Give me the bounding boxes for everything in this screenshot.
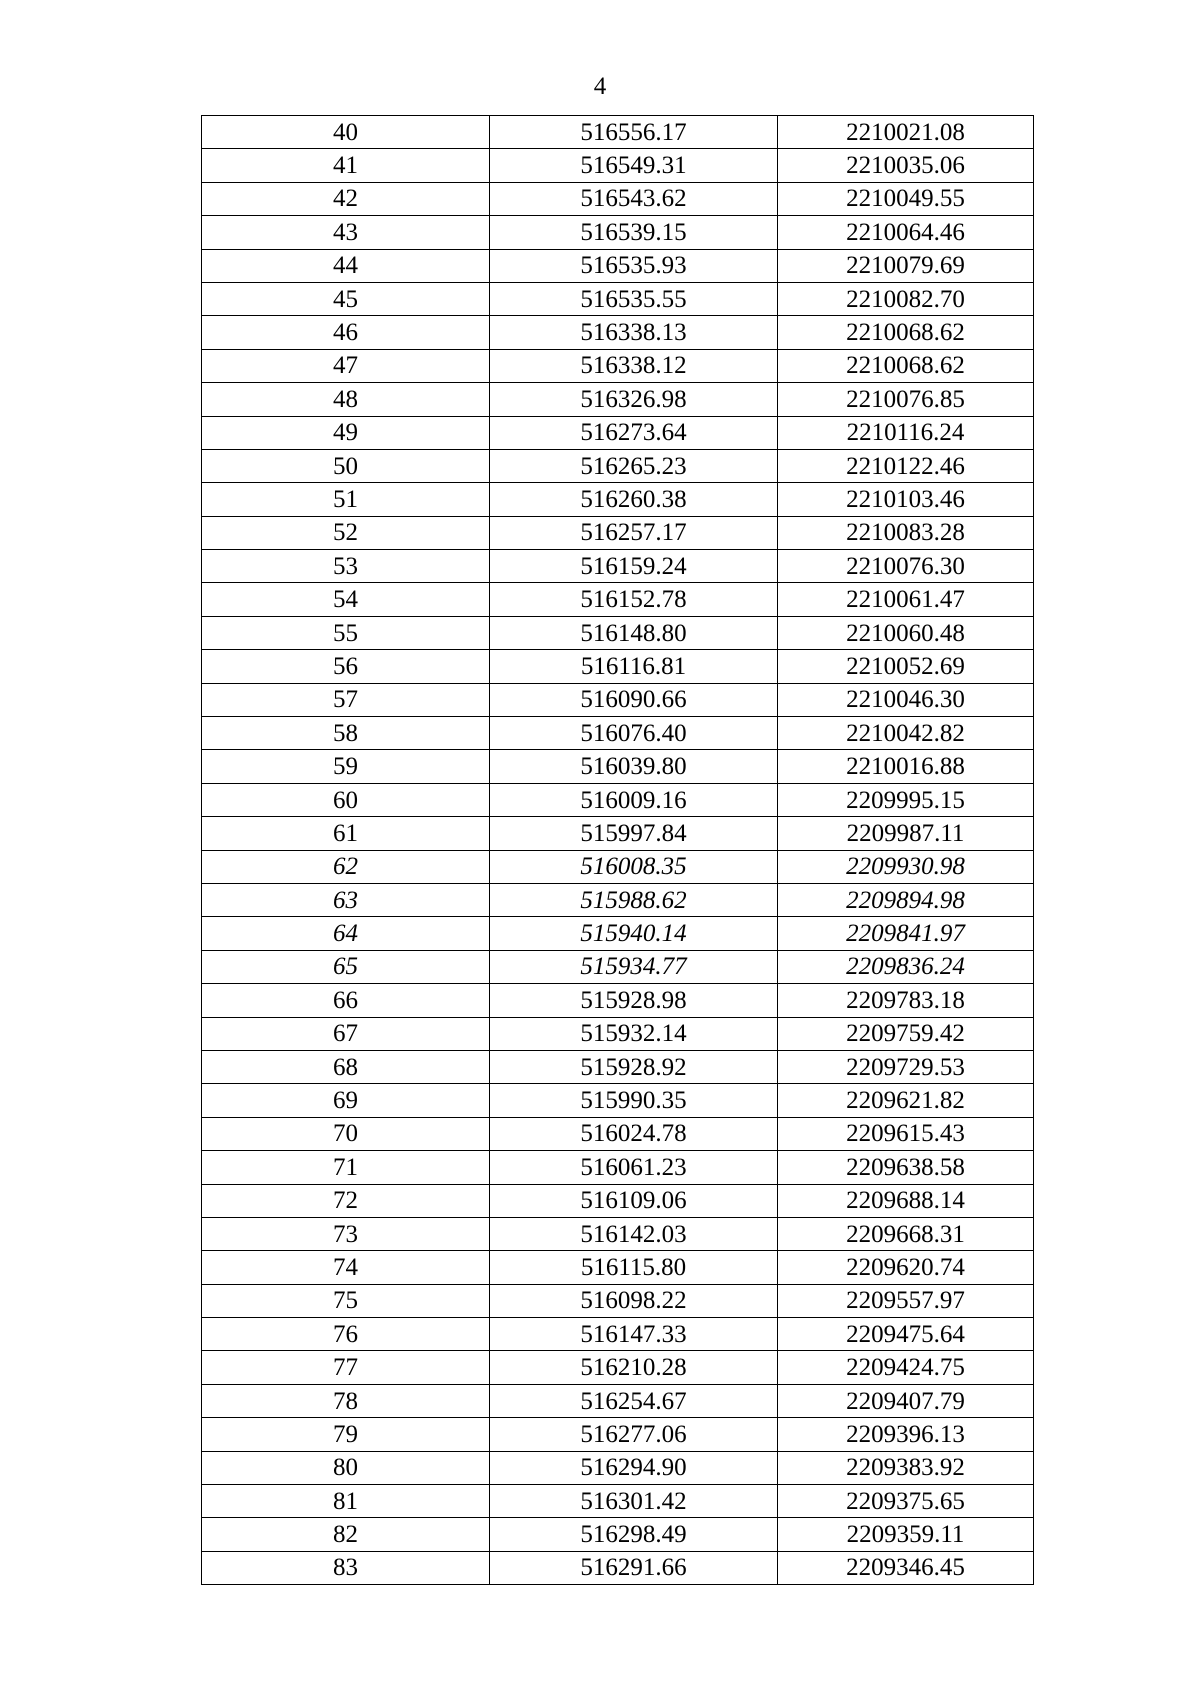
- point-number-cell: 82: [202, 1518, 490, 1551]
- x-coordinate-cell: 516039.80: [490, 750, 778, 783]
- point-number-cell: 69: [202, 1084, 490, 1117]
- point-number-cell: 76: [202, 1318, 490, 1351]
- y-coordinate-cell: 2210079.69: [778, 249, 1034, 282]
- table-row: [202, 182, 1034, 215]
- table-row: [202, 984, 1034, 1017]
- table-row: [202, 817, 1034, 850]
- y-coordinate-cell: 2210061.47: [778, 583, 1034, 616]
- y-coordinate-cell: 2209987.11: [778, 817, 1034, 850]
- x-coordinate-cell: 516061.23: [490, 1151, 778, 1184]
- y-coordinate-cell: 2209621.82: [778, 1084, 1034, 1117]
- table-row: [202, 1518, 1034, 1551]
- point-number-cell: 73: [202, 1217, 490, 1250]
- x-coordinate-cell: 516301.42: [490, 1485, 778, 1518]
- x-coordinate-cell: 516152.78: [490, 583, 778, 616]
- x-coordinate-cell: 516326.98: [490, 383, 778, 416]
- table-row: [202, 1017, 1034, 1050]
- point-number-cell: 72: [202, 1184, 490, 1217]
- y-coordinate-cell: 2210060.48: [778, 616, 1034, 649]
- table-row: [202, 1318, 1034, 1351]
- y-coordinate-cell: 2209668.31: [778, 1217, 1034, 1250]
- table-row: [202, 1084, 1034, 1117]
- x-coordinate-cell: 516539.15: [490, 216, 778, 249]
- table-row: [202, 116, 1034, 149]
- y-coordinate-cell: 2209836.24: [778, 950, 1034, 983]
- coordinates-table-body: [202, 116, 1034, 1585]
- x-coordinate-cell: 516098.22: [490, 1284, 778, 1317]
- table-row: [202, 1117, 1034, 1150]
- x-coordinate-cell: 516254.67: [490, 1384, 778, 1417]
- y-coordinate-cell: 2209359.11: [778, 1518, 1034, 1551]
- point-number-cell: 51: [202, 483, 490, 516]
- y-coordinate-cell: 2209383.92: [778, 1451, 1034, 1484]
- point-number-cell: 50: [202, 449, 490, 482]
- table-row: [202, 1451, 1034, 1484]
- point-number-cell: 65: [202, 950, 490, 983]
- table-row: [202, 750, 1034, 783]
- y-coordinate-cell: 2210068.62: [778, 316, 1034, 349]
- y-coordinate-cell: 2209620.74: [778, 1251, 1034, 1284]
- y-coordinate-cell: 2210049.55: [778, 182, 1034, 215]
- x-coordinate-cell: 516257.17: [490, 516, 778, 549]
- point-number-cell: 74: [202, 1251, 490, 1284]
- table-row: [202, 783, 1034, 816]
- x-coordinate-cell: 516008.35: [490, 850, 778, 883]
- table-row: [202, 1151, 1034, 1184]
- x-coordinate-cell: 516535.55: [490, 282, 778, 315]
- point-number-cell: 54: [202, 583, 490, 616]
- table-row: [202, 917, 1034, 950]
- y-coordinate-cell: 2209930.98: [778, 850, 1034, 883]
- point-number-cell: 75: [202, 1284, 490, 1317]
- x-coordinate-cell: 516142.03: [490, 1217, 778, 1250]
- x-coordinate-cell: 516535.93: [490, 249, 778, 282]
- point-number-cell: 55: [202, 616, 490, 649]
- point-number-cell: 68: [202, 1050, 490, 1083]
- table-row: [202, 583, 1034, 616]
- y-coordinate-cell: 2210035.06: [778, 149, 1034, 182]
- table-row: [202, 349, 1034, 382]
- table-row: [202, 516, 1034, 549]
- table-row: [202, 616, 1034, 649]
- y-coordinate-cell: 2209995.15: [778, 783, 1034, 816]
- y-coordinate-cell: 2209894.98: [778, 883, 1034, 916]
- point-number-cell: 78: [202, 1384, 490, 1417]
- table-row: [202, 449, 1034, 482]
- point-number-cell: 47: [202, 349, 490, 382]
- y-coordinate-cell: 2210076.85: [778, 383, 1034, 416]
- x-coordinate-cell: 516338.13: [490, 316, 778, 349]
- x-coordinate-cell: 516338.12: [490, 349, 778, 382]
- point-number-cell: 62: [202, 850, 490, 883]
- point-number-cell: 48: [202, 383, 490, 416]
- x-coordinate-cell: 515928.92: [490, 1050, 778, 1083]
- y-coordinate-cell: 2209615.43: [778, 1117, 1034, 1150]
- x-coordinate-cell: 516076.40: [490, 717, 778, 750]
- point-number-cell: 46: [202, 316, 490, 349]
- x-coordinate-cell: 516265.23: [490, 449, 778, 482]
- y-coordinate-cell: 2209841.97: [778, 917, 1034, 950]
- y-coordinate-cell: 2210046.30: [778, 683, 1034, 716]
- table-row: [202, 1384, 1034, 1417]
- x-coordinate-cell: 516273.64: [490, 416, 778, 449]
- table-row: [202, 149, 1034, 182]
- y-coordinate-cell: 2209729.53: [778, 1050, 1034, 1083]
- table-row: [202, 950, 1034, 983]
- y-coordinate-cell: 2209396.13: [778, 1418, 1034, 1451]
- x-coordinate-cell: 515990.35: [490, 1084, 778, 1117]
- x-coordinate-cell: 516294.90: [490, 1451, 778, 1484]
- y-coordinate-cell: 2210116.24: [778, 416, 1034, 449]
- y-coordinate-cell: 2210021.08: [778, 116, 1034, 149]
- y-coordinate-cell: 2210076.30: [778, 550, 1034, 583]
- table-row: [202, 883, 1034, 916]
- point-number-cell: 42: [202, 182, 490, 215]
- table-row: [202, 1217, 1034, 1250]
- y-coordinate-cell: 2209407.79: [778, 1384, 1034, 1417]
- point-number-cell: 45: [202, 282, 490, 315]
- x-coordinate-cell: 515988.62: [490, 883, 778, 916]
- x-coordinate-cell: 515934.77: [490, 950, 778, 983]
- point-number-cell: 63: [202, 883, 490, 916]
- x-coordinate-cell: 516549.31: [490, 149, 778, 182]
- x-coordinate-cell: 516009.16: [490, 783, 778, 816]
- x-coordinate-cell: 516556.17: [490, 116, 778, 149]
- x-coordinate-cell: 516543.62: [490, 182, 778, 215]
- point-number-cell: 40: [202, 116, 490, 149]
- x-coordinate-cell: 515997.84: [490, 817, 778, 850]
- table-row: [202, 483, 1034, 516]
- point-number-cell: 52: [202, 516, 490, 549]
- point-number-cell: 81: [202, 1485, 490, 1518]
- y-coordinate-cell: 2210083.28: [778, 516, 1034, 549]
- x-coordinate-cell: 516298.49: [490, 1518, 778, 1551]
- table-row: [202, 550, 1034, 583]
- x-coordinate-cell: 516024.78: [490, 1117, 778, 1150]
- y-coordinate-cell: 2209759.42: [778, 1017, 1034, 1050]
- table-row: [202, 1050, 1034, 1083]
- x-coordinate-cell: 516148.80: [490, 616, 778, 649]
- table-row: [202, 1418, 1034, 1451]
- point-number-cell: 83: [202, 1551, 490, 1584]
- table-row: [202, 717, 1034, 750]
- y-coordinate-cell: 2210042.82: [778, 717, 1034, 750]
- y-coordinate-cell: 2210016.88: [778, 750, 1034, 783]
- x-coordinate-cell: 516109.06: [490, 1184, 778, 1217]
- point-number-cell: 70: [202, 1117, 490, 1150]
- y-coordinate-cell: 2209783.18: [778, 984, 1034, 1017]
- x-coordinate-cell: 516090.66: [490, 683, 778, 716]
- y-coordinate-cell: 2210064.46: [778, 216, 1034, 249]
- x-coordinate-cell: 515928.98: [490, 984, 778, 1017]
- point-number-cell: 77: [202, 1351, 490, 1384]
- table-row: [202, 1551, 1034, 1584]
- point-number-cell: 80: [202, 1451, 490, 1484]
- point-number-cell: 64: [202, 917, 490, 950]
- x-coordinate-cell: 516115.80: [490, 1251, 778, 1284]
- point-number-cell: 58: [202, 717, 490, 750]
- table-row: [202, 850, 1034, 883]
- point-number-cell: 61: [202, 817, 490, 850]
- x-coordinate-cell: 515940.14: [490, 917, 778, 950]
- point-number-cell: 79: [202, 1418, 490, 1451]
- x-coordinate-cell: 516260.38: [490, 483, 778, 516]
- y-coordinate-cell: 2210068.62: [778, 349, 1034, 382]
- y-coordinate-cell: 2209557.97: [778, 1284, 1034, 1317]
- table-row: [202, 249, 1034, 282]
- table-row: [202, 683, 1034, 716]
- y-coordinate-cell: 2210082.70: [778, 282, 1034, 315]
- x-coordinate-cell: 516116.81: [490, 650, 778, 683]
- point-number-cell: 49: [202, 416, 490, 449]
- table-row: [202, 1284, 1034, 1317]
- table-row: [202, 383, 1034, 416]
- x-coordinate-cell: 516159.24: [490, 550, 778, 583]
- x-coordinate-cell: 516291.66: [490, 1551, 778, 1584]
- y-coordinate-cell: 2210103.46: [778, 483, 1034, 516]
- point-number-cell: 53: [202, 550, 490, 583]
- point-number-cell: 59: [202, 750, 490, 783]
- x-coordinate-cell: 516147.33: [490, 1318, 778, 1351]
- point-number-cell: 41: [202, 149, 490, 182]
- y-coordinate-cell: 2209688.14: [778, 1184, 1034, 1217]
- x-coordinate-cell: 515932.14: [490, 1017, 778, 1050]
- coordinates-table: [201, 115, 1034, 1585]
- y-coordinate-cell: 2209638.58: [778, 1151, 1034, 1184]
- y-coordinate-cell: 2209346.45: [778, 1551, 1034, 1584]
- table-row: [202, 1485, 1034, 1518]
- y-coordinate-cell: 2209375.65: [778, 1485, 1034, 1518]
- table-row: [202, 216, 1034, 249]
- point-number-cell: 57: [202, 683, 490, 716]
- y-coordinate-cell: 2210052.69: [778, 650, 1034, 683]
- y-coordinate-cell: 2209475.64: [778, 1318, 1034, 1351]
- table-row: [202, 282, 1034, 315]
- page-number: 4: [593, 73, 607, 100]
- point-number-cell: 56: [202, 650, 490, 683]
- y-coordinate-cell: 2210122.46: [778, 449, 1034, 482]
- table-row: [202, 316, 1034, 349]
- table-row: [202, 1251, 1034, 1284]
- point-number-cell: 60: [202, 783, 490, 816]
- table-row: [202, 1184, 1034, 1217]
- point-number-cell: 66: [202, 984, 490, 1017]
- table-row: [202, 1351, 1034, 1384]
- y-coordinate-cell: 2209424.75: [778, 1351, 1034, 1384]
- point-number-cell: 44: [202, 249, 490, 282]
- x-coordinate-cell: 516277.06: [490, 1418, 778, 1451]
- x-coordinate-cell: 516210.28: [490, 1351, 778, 1384]
- point-number-cell: 67: [202, 1017, 490, 1050]
- table-row: [202, 650, 1034, 683]
- table-row: [202, 416, 1034, 449]
- point-number-cell: 71: [202, 1151, 490, 1184]
- point-number-cell: 43: [202, 216, 490, 249]
